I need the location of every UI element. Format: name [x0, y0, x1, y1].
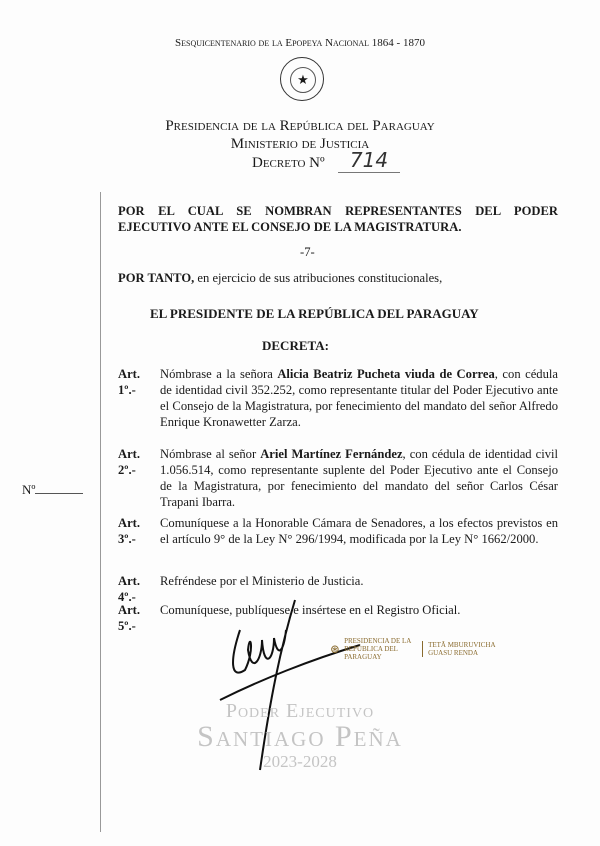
- article-1: Art. 1º.- Nómbrase a la señora Alicia Beatriz Pucheta viuda de Correa, con cédula de identidad civil 352.252, como representante titular del Poder Ejecutivo ante el Consejo de la Magistratura, por fenecimiento del mandato del señor Alfredo Enrique Kronawetter Zarza.: [118, 367, 558, 429]
- decreta-heading: DECRETA:: [262, 338, 329, 353]
- por-tanto: POR TANTO, en ejercicio de sus atribuciones constitucionales,: [118, 271, 443, 285]
- decree-title: POR EL CUAL SE NOMBRAN REPRESENTANTES DEL PODER EJECUTIVO ANTE EL CONSEJO DE LA MAGISTRATURA.: [118, 204, 558, 234]
- watermark-line3: 2023-2028: [263, 752, 337, 771]
- decree-label: Decreto Nº: [252, 155, 325, 171]
- margin-number: Nº: [22, 482, 83, 498]
- watermark-line2: Santiago Peña: [197, 720, 403, 753]
- presidency-stamp: [330, 632, 510, 666]
- watermark-line1: Poder Ejecutivo: [225, 700, 375, 722]
- page-number: -7-: [300, 245, 315, 259]
- emblem-icon: ⊛: [330, 642, 341, 656]
- institution: Presidencia de la República del Paraguay: [165, 118, 435, 134]
- stamp-left-text: PRESIDENCIA DE LA REPÚBLICA DEL PARAGUAY: [344, 637, 411, 661]
- decree-number: 714: [338, 148, 400, 173]
- ministry: Ministerio de Justicia: [230, 136, 370, 152]
- stamp-right-text: TETÃ MBURUVICHA GUASU RENDA: [422, 641, 498, 657]
- president-heading: EL PRESIDENTE DE LA REPÚBLICA DEL PARAGUAY: [150, 306, 479, 321]
- article-2: Art. 2º.- Nómbrase al señor Ariel Martínez Fernández, con cédula de identidad civil 1.056.514, como representante suplente del Poder Ejecutivo ante el Consejo de la Magistratura, por fenecimiento del mandato del señor Carlos César Trapani Ibarra.: [118, 447, 558, 509]
- article-5: Art. 5º.- Comuníquese, publíquese e insértese en el Registro Oficial.: [118, 603, 461, 633]
- national-seal-icon: ★: [280, 57, 324, 101]
- article-3: Art. 3º.- Comuníquese a la Honorable Cámara de Senadores, a los efectos previstos en el artículo 9° de la Ley N° 296/1994, modificada por la Ley N° 1662/2000.: [118, 516, 558, 546]
- motto: Sesquicentenario de la Epopeya Nacional 1864 - 1870: [175, 37, 425, 49]
- article-4: Art. 4º.- Refréndese por el Ministerio de Justicia.: [118, 574, 364, 604]
